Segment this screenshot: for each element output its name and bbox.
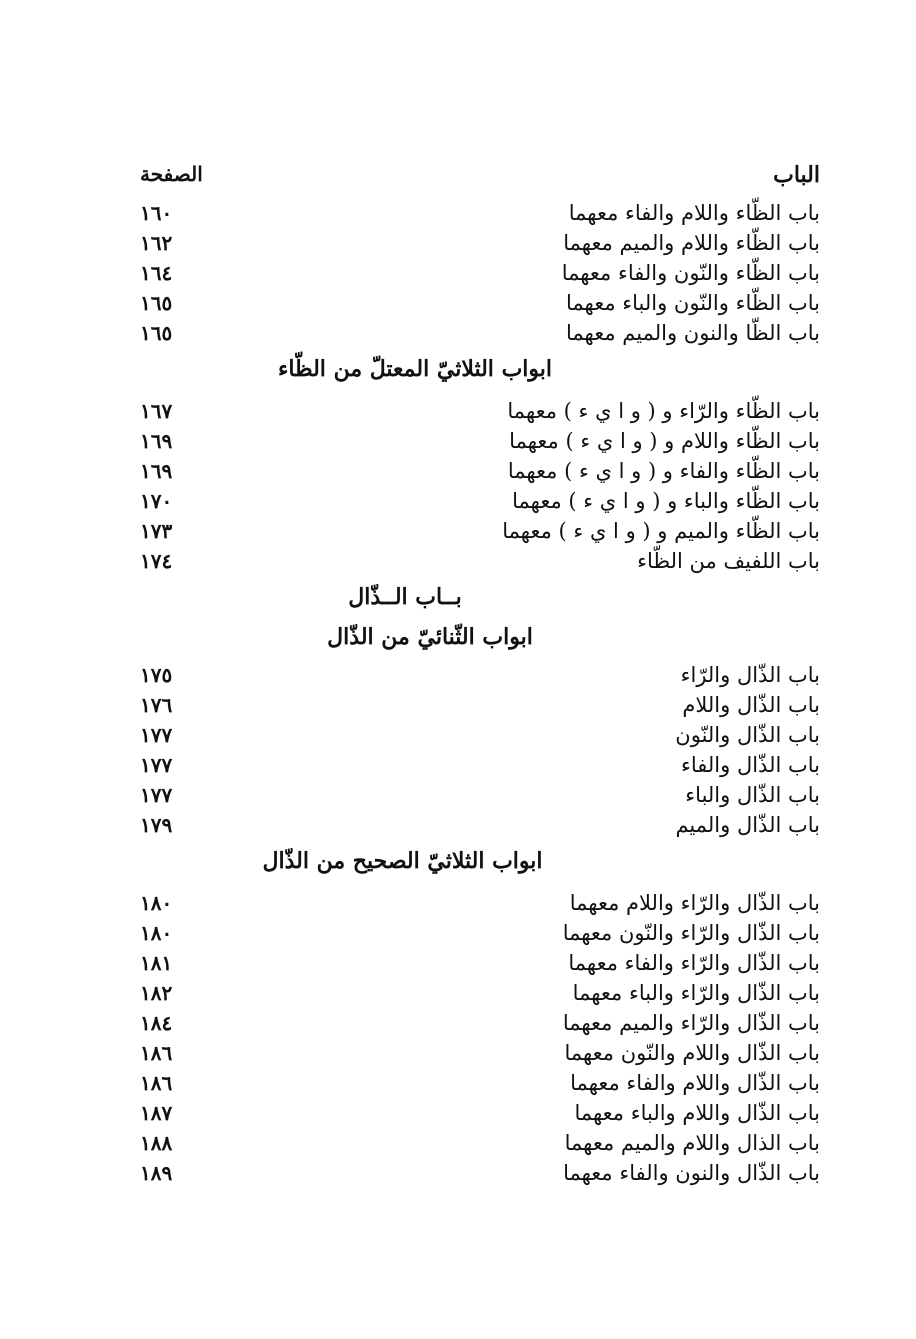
entry-page: ١٦٩	[140, 459, 173, 483]
entry-page: ١٧٦	[140, 693, 173, 717]
entry-title: باب الذّال والميم	[675, 813, 820, 837]
entry-title: باب الظّا والنون والميم معهما	[566, 321, 820, 345]
entry-page: ١٦٥	[140, 321, 173, 345]
entry-page: ١٦٠	[140, 201, 173, 225]
toc-entry	[140, 1008, 820, 1038]
entry-title: باب الذّال والرّاء والباء معهما	[572, 981, 820, 1005]
entry-page: ١٨١	[140, 951, 173, 975]
entry-page: ١٨٦	[140, 1071, 173, 1095]
section-heading	[140, 840, 820, 888]
entry-page: ١٨٠	[140, 891, 173, 915]
entry-title: باب الذّال والفاء	[681, 753, 820, 777]
entry-page: ١٧٤	[140, 549, 173, 573]
entry-title: باب الظّاء والباء و ( و ا ي ء ) معهما	[512, 489, 820, 513]
entry-page: ١٨٧	[140, 1101, 173, 1125]
chapter-column-heading: الباب	[773, 162, 820, 188]
entry-page: ١٧٩	[140, 813, 173, 837]
entry-page: ١٨٠	[140, 921, 173, 945]
entry-title: باب الذّال والرّاء والفاء معهما	[568, 951, 820, 975]
entry-page: ١٦٤	[140, 261, 173, 285]
entry-page: ١٨٤	[140, 1011, 173, 1035]
entry-title: باب الظّاء واللام والفاء معهما	[568, 201, 820, 225]
entry-page: ١٨٨	[140, 1131, 173, 1155]
toc-entry	[140, 258, 820, 288]
toc-entry	[140, 720, 820, 750]
entry-title: باب الذّال والرّاء واللام معهما	[569, 891, 820, 915]
entry-page: ١٧٧	[140, 783, 173, 807]
section-title: ابواب الثلاثيّ المعتلّ من الظّاء	[278, 356, 552, 382]
entry-title: باب الذّال واللام والنّون معهما	[564, 1041, 820, 1065]
toc-entry	[140, 1098, 820, 1128]
entry-title: باب الذّال والنّون	[675, 723, 820, 747]
entry-title: باب الذال واللام والميم معهما	[564, 1131, 820, 1155]
toc-entry	[140, 1128, 820, 1158]
section-heading	[140, 616, 820, 656]
toc-list	[140, 198, 820, 1188]
entry-title: باب الذّال والنون والفاء معهما	[563, 1161, 820, 1185]
toc-entry	[140, 810, 820, 840]
entry-page: ١٨٢	[140, 981, 173, 1005]
entry-page: ١٧٧	[140, 753, 173, 777]
toc-entry	[140, 1158, 820, 1188]
toc-entry	[140, 918, 820, 948]
toc-entry	[140, 1068, 820, 1098]
entry-page: ١٦٧	[140, 399, 173, 423]
entry-title: باب الظّاء والنّون والفاء معهما	[561, 261, 820, 285]
toc-entry	[140, 780, 820, 810]
entry-title: باب الذّال والرّاء	[680, 663, 820, 687]
entry-page: ١٦٢	[140, 231, 173, 255]
section-title: ابواب الثلاثيّ الصحيح من الذّال	[262, 848, 543, 874]
entry-title: باب الذّال والباء	[685, 783, 820, 807]
page-column-heading: الصفحة	[140, 162, 203, 186]
toc-entry	[140, 288, 820, 318]
toc-entry	[140, 690, 820, 720]
toc-entry	[140, 750, 820, 780]
entry-title: باب الذّال واللام والباء معهما	[574, 1101, 820, 1125]
toc-entry	[140, 660, 820, 690]
entry-title: باب اللفيف من الظّاء	[637, 549, 820, 573]
entry-page: ١٧٣	[140, 519, 173, 543]
toc-entry	[140, 318, 820, 348]
entry-page: ١٧٥	[140, 663, 173, 687]
entry-page: ١٦٥	[140, 291, 173, 315]
entry-page: ١٧٧	[140, 723, 173, 747]
entry-title: باب الظّاء والنّون والباء معهما	[565, 291, 820, 315]
toc-entry	[140, 516, 820, 546]
entry-title: باب الظّاء واللام والميم معهما	[563, 231, 820, 255]
toc-entry	[140, 228, 820, 258]
entry-page: ١٨٦	[140, 1041, 173, 1065]
entry-page: ١٦٩	[140, 429, 173, 453]
chapter-title: بــاب الــذّال	[348, 584, 462, 610]
toc-entry	[140, 978, 820, 1008]
toc-entry	[140, 546, 820, 576]
entry-title: باب الظّاء والميم و ( و ا ي ء ) معهما	[502, 519, 820, 543]
section-heading	[140, 348, 820, 396]
toc-entry	[140, 456, 820, 486]
entry-title: باب الظّاء والرّاء و ( و ا ي ء ) معهما	[507, 399, 820, 423]
toc-entry	[140, 198, 820, 228]
toc-entry	[140, 888, 820, 918]
entry-title: باب الذّال واللام	[682, 693, 820, 717]
chapter-heading	[140, 576, 820, 616]
section-title: ابواب الثّنائيّ من الذّال	[327, 624, 533, 650]
entry-page: ١٨٩	[140, 1161, 173, 1185]
toc-entry	[140, 396, 820, 426]
entry-title: باب الذّال والرّاء والنّون معهما	[562, 921, 820, 945]
entry-title: باب الظّاء واللام و ( و ا ي ء ) معهما	[509, 429, 820, 453]
toc-entry	[140, 486, 820, 516]
entry-page: ١٧٠	[140, 489, 173, 513]
toc-entry	[140, 426, 820, 456]
entry-title: باب الذّال والرّاء والميم معهما	[562, 1011, 820, 1035]
entry-title: باب الذّال واللام والفاء معهما	[570, 1071, 820, 1095]
toc-entry	[140, 1038, 820, 1068]
toc-entry	[140, 948, 820, 978]
toc-header	[140, 162, 820, 196]
entry-title: باب الظّاء والفاء و ( و ا ي ء ) معهما	[507, 459, 820, 483]
